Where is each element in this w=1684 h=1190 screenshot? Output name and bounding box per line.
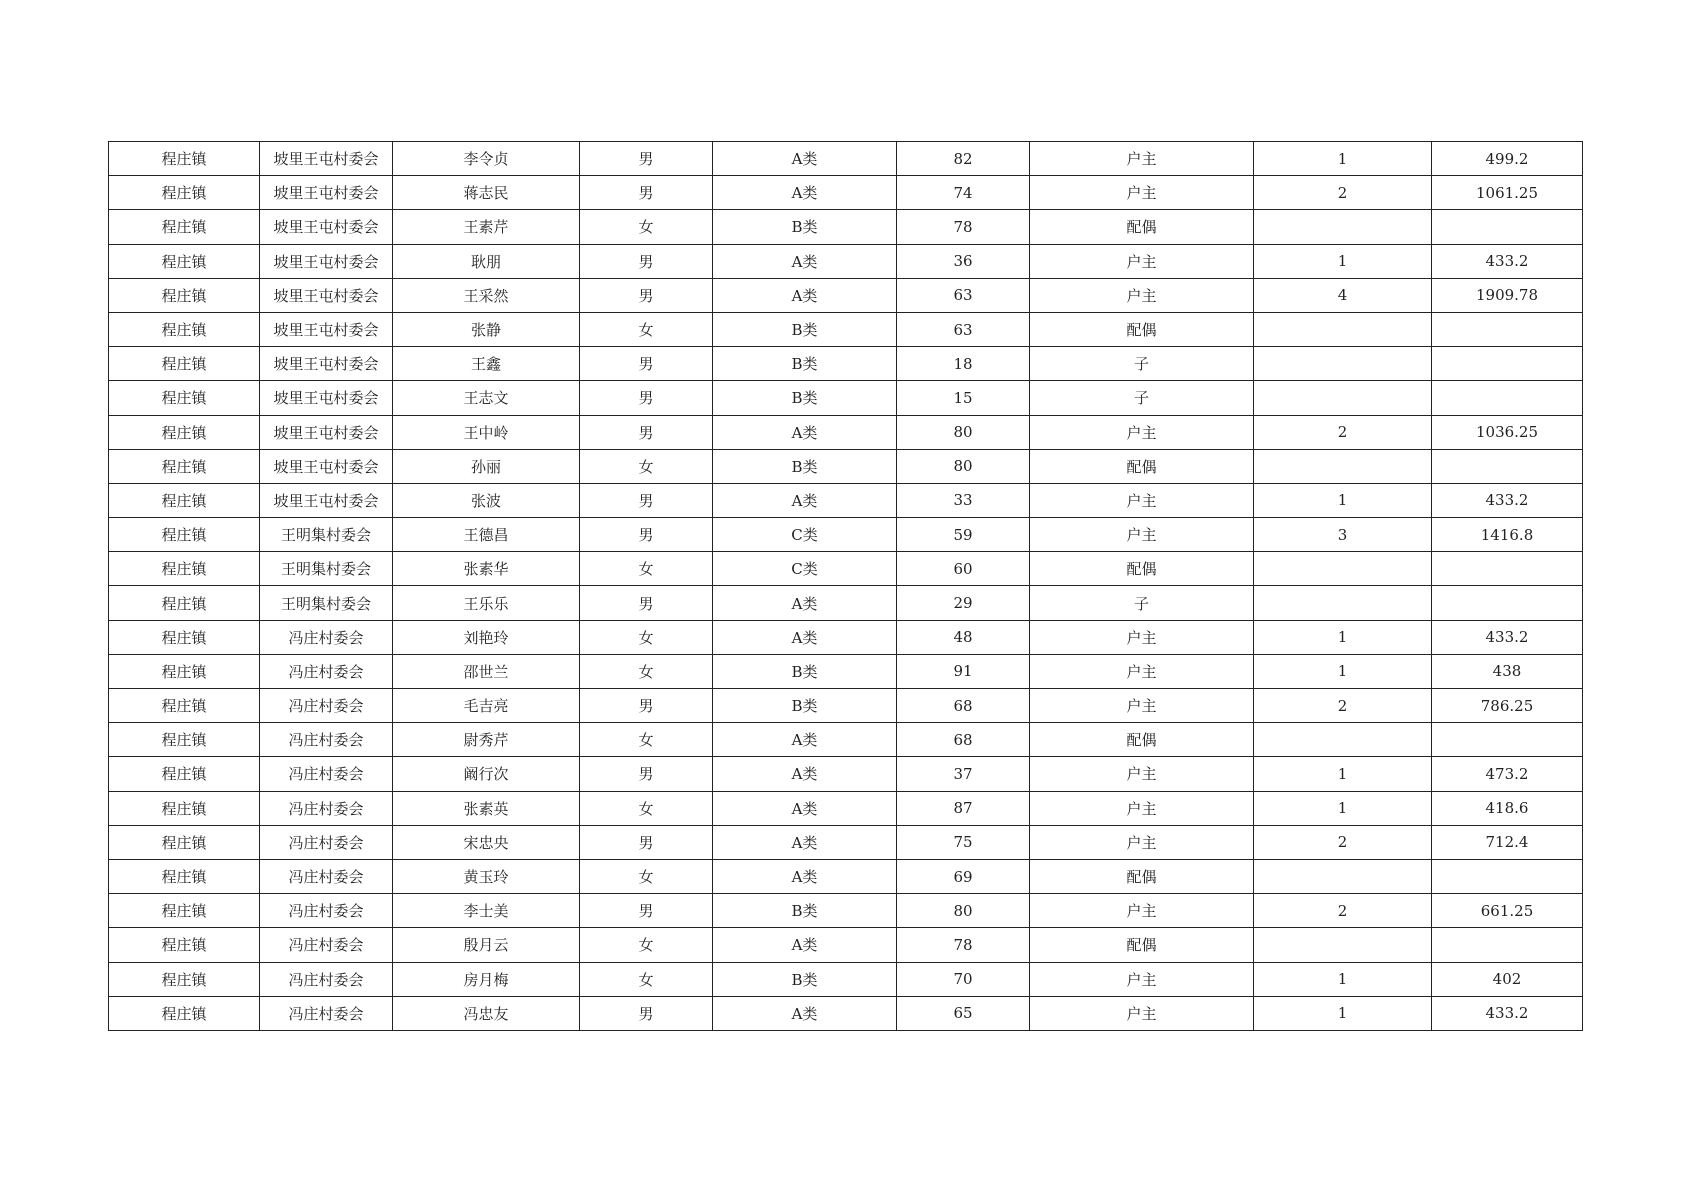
table-row — [109, 791, 1583, 825]
amount-cell — [1432, 381, 1583, 415]
amount-cell: 438 — [1432, 654, 1583, 688]
gender-cell: 男 — [580, 381, 713, 415]
name-cell: 阚行次 — [393, 757, 580, 791]
village-cell: 王明集村委会 — [260, 586, 393, 620]
data-table — [108, 141, 1583, 1031]
table-row — [109, 825, 1583, 859]
age-cell: 80 — [897, 449, 1030, 483]
name-cell: 邵世兰 — [393, 654, 580, 688]
age-cell: 36 — [897, 244, 1030, 278]
category-cell: A类 — [713, 586, 897, 620]
town-cell: 程庄镇 — [109, 791, 260, 825]
relation-cell: 配偶 — [1030, 859, 1254, 893]
gender-cell: 男 — [580, 142, 713, 176]
name-cell: 李士美 — [393, 894, 580, 928]
category-cell: B类 — [713, 894, 897, 928]
relation-cell: 子 — [1030, 347, 1254, 381]
age-cell: 63 — [897, 278, 1030, 312]
town-cell: 程庄镇 — [109, 689, 260, 723]
age-cell: 75 — [897, 825, 1030, 859]
household-size-cell: 1 — [1254, 962, 1432, 996]
gender-cell: 女 — [580, 723, 713, 757]
name-cell: 张素英 — [393, 791, 580, 825]
category-cell: B类 — [713, 449, 897, 483]
gender-cell: 女 — [580, 928, 713, 962]
table-row — [109, 996, 1583, 1030]
household-size-cell — [1254, 210, 1432, 244]
table-row — [109, 278, 1583, 312]
category-cell: A类 — [713, 791, 897, 825]
relation-cell: 户主 — [1030, 176, 1254, 210]
amount-cell: 433.2 — [1432, 483, 1583, 517]
table-row — [109, 620, 1583, 654]
age-cell: 80 — [897, 894, 1030, 928]
name-cell: 尉秀芹 — [393, 723, 580, 757]
relation-cell: 子 — [1030, 586, 1254, 620]
amount-cell: 433.2 — [1432, 996, 1583, 1030]
gender-cell: 女 — [580, 654, 713, 688]
amount-cell: 473.2 — [1432, 757, 1583, 791]
relation-cell: 户主 — [1030, 757, 1254, 791]
village-cell: 冯庄村委会 — [260, 825, 393, 859]
town-cell: 程庄镇 — [109, 483, 260, 517]
amount-cell: 433.2 — [1432, 620, 1583, 654]
town-cell: 程庄镇 — [109, 210, 260, 244]
town-cell: 程庄镇 — [109, 347, 260, 381]
age-cell: 48 — [897, 620, 1030, 654]
town-cell: 程庄镇 — [109, 586, 260, 620]
relation-cell: 户主 — [1030, 996, 1254, 1030]
household-size-cell: 1 — [1254, 142, 1432, 176]
category-cell: B类 — [713, 381, 897, 415]
amount-cell: 1061.25 — [1432, 176, 1583, 210]
village-cell: 坡里王屯村委会 — [260, 244, 393, 278]
town-cell: 程庄镇 — [109, 825, 260, 859]
table-row — [109, 415, 1583, 449]
village-cell: 冯庄村委会 — [260, 996, 393, 1030]
village-cell: 坡里王屯村委会 — [260, 347, 393, 381]
category-cell: A类 — [713, 483, 897, 517]
name-cell: 李令贞 — [393, 142, 580, 176]
category-cell: B类 — [713, 312, 897, 346]
town-cell: 程庄镇 — [109, 518, 260, 552]
amount-cell: 402 — [1432, 962, 1583, 996]
village-cell: 冯庄村委会 — [260, 654, 393, 688]
village-cell: 坡里王屯村委会 — [260, 312, 393, 346]
gender-cell: 女 — [580, 620, 713, 654]
town-cell: 程庄镇 — [109, 654, 260, 688]
name-cell: 王采然 — [393, 278, 580, 312]
gender-cell: 男 — [580, 278, 713, 312]
amount-cell — [1432, 449, 1583, 483]
relation-cell: 子 — [1030, 381, 1254, 415]
relation-cell: 配偶 — [1030, 928, 1254, 962]
relation-cell: 户主 — [1030, 791, 1254, 825]
table-row — [109, 244, 1583, 278]
village-cell: 坡里王屯村委会 — [260, 176, 393, 210]
town-cell: 程庄镇 — [109, 244, 260, 278]
amount-cell: 433.2 — [1432, 244, 1583, 278]
name-cell: 蒋志民 — [393, 176, 580, 210]
age-cell: 33 — [897, 483, 1030, 517]
amount-cell — [1432, 552, 1583, 586]
category-cell: B类 — [713, 347, 897, 381]
age-cell: 18 — [897, 347, 1030, 381]
category-cell: A类 — [713, 278, 897, 312]
village-cell: 坡里王屯村委会 — [260, 381, 393, 415]
town-cell: 程庄镇 — [109, 894, 260, 928]
gender-cell: 女 — [580, 312, 713, 346]
table-row — [109, 654, 1583, 688]
amount-cell — [1432, 859, 1583, 893]
name-cell: 耿朋 — [393, 244, 580, 278]
household-size-cell — [1254, 928, 1432, 962]
amount-cell: 499.2 — [1432, 142, 1583, 176]
household-size-cell: 1 — [1254, 620, 1432, 654]
category-cell: A类 — [713, 723, 897, 757]
relation-cell: 户主 — [1030, 278, 1254, 312]
town-cell: 程庄镇 — [109, 449, 260, 483]
relation-cell: 户主 — [1030, 825, 1254, 859]
relation-cell: 户主 — [1030, 962, 1254, 996]
name-cell: 王志文 — [393, 381, 580, 415]
table-row — [109, 757, 1583, 791]
gender-cell: 男 — [580, 689, 713, 723]
household-size-cell: 1 — [1254, 244, 1432, 278]
category-cell: A类 — [713, 757, 897, 791]
name-cell: 黄玉玲 — [393, 859, 580, 893]
table-row — [109, 449, 1583, 483]
gender-cell: 男 — [580, 347, 713, 381]
name-cell: 刘艳玲 — [393, 620, 580, 654]
town-cell: 程庄镇 — [109, 312, 260, 346]
household-size-cell: 3 — [1254, 518, 1432, 552]
gender-cell: 女 — [580, 552, 713, 586]
age-cell: 63 — [897, 312, 1030, 346]
name-cell: 张波 — [393, 483, 580, 517]
table-row — [109, 347, 1583, 381]
household-size-cell: 1 — [1254, 483, 1432, 517]
category-cell: B类 — [713, 654, 897, 688]
gender-cell: 男 — [580, 415, 713, 449]
table-row — [109, 381, 1583, 415]
town-cell: 程庄镇 — [109, 962, 260, 996]
relation-cell: 配偶 — [1030, 210, 1254, 244]
village-cell: 王明集村委会 — [260, 518, 393, 552]
household-size-cell — [1254, 312, 1432, 346]
village-cell: 坡里王屯村委会 — [260, 210, 393, 244]
relation-cell: 户主 — [1030, 483, 1254, 517]
town-cell: 程庄镇 — [109, 381, 260, 415]
gender-cell: 男 — [580, 244, 713, 278]
amount-cell — [1432, 723, 1583, 757]
category-cell: B类 — [713, 210, 897, 244]
gender-cell: 男 — [580, 996, 713, 1030]
gender-cell: 男 — [580, 757, 713, 791]
town-cell: 程庄镇 — [109, 176, 260, 210]
age-cell: 78 — [897, 210, 1030, 244]
age-cell: 65 — [897, 996, 1030, 1030]
table-row — [109, 723, 1583, 757]
category-cell: A类 — [713, 996, 897, 1030]
age-cell: 74 — [897, 176, 1030, 210]
household-size-cell: 2 — [1254, 415, 1432, 449]
gender-cell: 男 — [580, 894, 713, 928]
name-cell: 王德昌 — [393, 518, 580, 552]
age-cell: 37 — [897, 757, 1030, 791]
category-cell: B类 — [713, 962, 897, 996]
town-cell: 程庄镇 — [109, 859, 260, 893]
town-cell: 程庄镇 — [109, 415, 260, 449]
gender-cell: 女 — [580, 449, 713, 483]
town-cell: 程庄镇 — [109, 928, 260, 962]
amount-cell: 1909.78 — [1432, 278, 1583, 312]
age-cell: 78 — [897, 928, 1030, 962]
household-size-cell — [1254, 347, 1432, 381]
household-size-cell: 4 — [1254, 278, 1432, 312]
category-cell: A类 — [713, 620, 897, 654]
household-size-cell: 2 — [1254, 825, 1432, 859]
table-row — [109, 552, 1583, 586]
relation-cell: 户主 — [1030, 142, 1254, 176]
town-cell: 程庄镇 — [109, 142, 260, 176]
amount-cell — [1432, 586, 1583, 620]
amount-cell — [1432, 347, 1583, 381]
name-cell: 宋忠央 — [393, 825, 580, 859]
name-cell: 王素芹 — [393, 210, 580, 244]
village-cell: 冯庄村委会 — [260, 689, 393, 723]
household-size-cell: 1 — [1254, 791, 1432, 825]
name-cell: 冯忠友 — [393, 996, 580, 1030]
village-cell: 冯庄村委会 — [260, 928, 393, 962]
village-cell: 冯庄村委会 — [260, 894, 393, 928]
age-cell: 80 — [897, 415, 1030, 449]
relation-cell: 配偶 — [1030, 312, 1254, 346]
name-cell: 孙丽 — [393, 449, 580, 483]
relation-cell: 户主 — [1030, 689, 1254, 723]
amount-cell: 1416.8 — [1432, 518, 1583, 552]
town-cell: 程庄镇 — [109, 723, 260, 757]
name-cell: 殷月云 — [393, 928, 580, 962]
village-cell: 坡里王屯村委会 — [260, 415, 393, 449]
table-row — [109, 586, 1583, 620]
category-cell: A类 — [713, 142, 897, 176]
table-row — [109, 142, 1583, 176]
category-cell: A类 — [713, 859, 897, 893]
household-size-cell — [1254, 859, 1432, 893]
gender-cell: 女 — [580, 210, 713, 244]
household-size-cell — [1254, 449, 1432, 483]
relation-cell: 户主 — [1030, 654, 1254, 688]
town-cell: 程庄镇 — [109, 620, 260, 654]
household-size-cell — [1254, 381, 1432, 415]
category-cell: C类 — [713, 518, 897, 552]
relation-cell: 户主 — [1030, 415, 1254, 449]
table-row — [109, 859, 1583, 893]
name-cell: 毛吉亮 — [393, 689, 580, 723]
table-row — [109, 894, 1583, 928]
age-cell: 87 — [897, 791, 1030, 825]
amount-cell: 661.25 — [1432, 894, 1583, 928]
village-cell: 冯庄村委会 — [260, 757, 393, 791]
gender-cell: 男 — [580, 586, 713, 620]
amount-cell — [1432, 928, 1583, 962]
gender-cell: 女 — [580, 962, 713, 996]
household-size-cell — [1254, 723, 1432, 757]
household-size-cell: 1 — [1254, 996, 1432, 1030]
table-row — [109, 928, 1583, 962]
table-row — [109, 518, 1583, 552]
table-row — [109, 483, 1583, 517]
household-size-cell: 2 — [1254, 689, 1432, 723]
town-cell: 程庄镇 — [109, 996, 260, 1030]
village-cell: 冯庄村委会 — [260, 859, 393, 893]
table-row — [109, 689, 1583, 723]
town-cell: 程庄镇 — [109, 278, 260, 312]
village-cell: 坡里王屯村委会 — [260, 278, 393, 312]
gender-cell: 男 — [580, 483, 713, 517]
relation-cell: 户主 — [1030, 244, 1254, 278]
relation-cell: 户主 — [1030, 620, 1254, 654]
age-cell: 91 — [897, 654, 1030, 688]
relation-cell: 配偶 — [1030, 552, 1254, 586]
village-cell: 冯庄村委会 — [260, 620, 393, 654]
amount-cell: 786.25 — [1432, 689, 1583, 723]
relation-cell: 配偶 — [1030, 723, 1254, 757]
age-cell: 70 — [897, 962, 1030, 996]
gender-cell: 男 — [580, 825, 713, 859]
age-cell: 68 — [897, 723, 1030, 757]
name-cell: 王乐乐 — [393, 586, 580, 620]
table-row — [109, 962, 1583, 996]
household-size-cell — [1254, 552, 1432, 586]
table-row — [109, 176, 1583, 210]
age-cell: 59 — [897, 518, 1030, 552]
gender-cell: 女 — [580, 859, 713, 893]
gender-cell: 男 — [580, 176, 713, 210]
amount-cell: 1036.25 — [1432, 415, 1583, 449]
name-cell: 张素华 — [393, 552, 580, 586]
village-cell: 坡里王屯村委会 — [260, 449, 393, 483]
household-size-cell — [1254, 586, 1432, 620]
amount-cell: 712.4 — [1432, 825, 1583, 859]
age-cell: 29 — [897, 586, 1030, 620]
village-cell: 王明集村委会 — [260, 552, 393, 586]
table-row — [109, 210, 1583, 244]
name-cell: 王鑫 — [393, 347, 580, 381]
household-size-cell: 2 — [1254, 176, 1432, 210]
village-cell: 冯庄村委会 — [260, 791, 393, 825]
name-cell: 房月梅 — [393, 962, 580, 996]
gender-cell: 男 — [580, 518, 713, 552]
category-cell: A类 — [713, 415, 897, 449]
village-cell: 坡里王屯村委会 — [260, 483, 393, 517]
town-cell: 程庄镇 — [109, 757, 260, 791]
age-cell: 60 — [897, 552, 1030, 586]
amount-cell: 418.6 — [1432, 791, 1583, 825]
amount-cell — [1432, 210, 1583, 244]
amount-cell — [1432, 312, 1583, 346]
category-cell: A类 — [713, 825, 897, 859]
age-cell: 69 — [897, 859, 1030, 893]
category-cell: A类 — [713, 928, 897, 962]
relation-cell: 配偶 — [1030, 449, 1254, 483]
town-cell: 程庄镇 — [109, 552, 260, 586]
category-cell: A类 — [713, 244, 897, 278]
village-cell: 冯庄村委会 — [260, 723, 393, 757]
relation-cell: 户主 — [1030, 518, 1254, 552]
category-cell: A类 — [713, 176, 897, 210]
table-body — [109, 142, 1583, 1031]
gender-cell: 女 — [580, 791, 713, 825]
table-row — [109, 312, 1583, 346]
household-size-cell: 1 — [1254, 654, 1432, 688]
category-cell: C类 — [713, 552, 897, 586]
name-cell: 张静 — [393, 312, 580, 346]
household-size-cell: 2 — [1254, 894, 1432, 928]
age-cell: 68 — [897, 689, 1030, 723]
category-cell: B类 — [713, 689, 897, 723]
village-cell: 坡里王屯村委会 — [260, 142, 393, 176]
age-cell: 82 — [897, 142, 1030, 176]
household-size-cell: 1 — [1254, 757, 1432, 791]
name-cell: 王中岭 — [393, 415, 580, 449]
village-cell: 冯庄村委会 — [260, 962, 393, 996]
age-cell: 15 — [897, 381, 1030, 415]
relation-cell: 户主 — [1030, 894, 1254, 928]
